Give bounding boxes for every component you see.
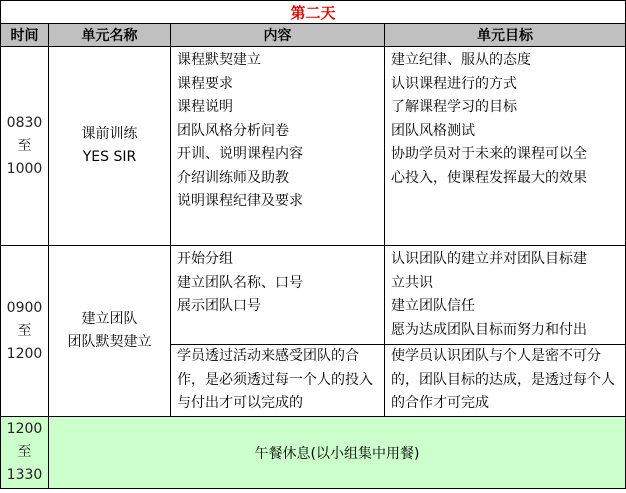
list-item: 课程说明 [177, 99, 233, 115]
content-paragraph: 学员透过活动来感受团队的合作，是必须透过每一个人的投入与付出才可以完成的 [177, 348, 373, 411]
header-content: 内容 [171, 24, 385, 47]
lunch-break-text: 午餐休息(以小组集中用餐) [49, 417, 626, 489]
list-item: 介绍训练师及助教 [177, 169, 289, 186]
list-item: 了解课程学习的目标 [391, 99, 517, 115]
list-item: 开训、说明课程内容 [177, 146, 303, 162]
content-cell [171, 246, 385, 345]
unit-name-line: YES SIR [82, 149, 137, 165]
time-cell [1, 47, 49, 246]
time-end: 1330 [6, 467, 43, 483]
table-row [1, 417, 626, 489]
goal-cell [385, 345, 626, 417]
time-start: 0830 [6, 114, 43, 131]
list-item: 立共识 [391, 274, 433, 291]
list-item: 建立纪律、服从的态度 [391, 52, 531, 68]
time-to: 至 [17, 322, 32, 339]
list-item: 认识团队的建立并对团队目标建 [391, 251, 587, 267]
header-time: 时间 [1, 24, 49, 47]
header-unit: 单元名称 [49, 24, 171, 47]
content-cell [171, 47, 385, 246]
time-start: 0900 [6, 299, 43, 316]
header-goal: 单元目标 [385, 24, 626, 47]
list-item: 开始分组 [177, 251, 233, 267]
list-item: 建立团队信任 [391, 298, 475, 314]
list-item: 团队风格测试 [391, 122, 475, 139]
unit-name-line: 课前训练 [81, 126, 138, 142]
list-item: 愿为达成团队目标而努力和付出 [391, 321, 587, 338]
time-cell [1, 246, 49, 417]
unit-cell [49, 47, 171, 246]
goal-cell [385, 246, 626, 345]
list-item: 课程默契建立 [177, 52, 261, 68]
list-item: 团队风格分析问卷 [177, 122, 289, 139]
time-to: 至 [17, 137, 32, 154]
list-item: 认识课程进行的方式 [391, 75, 517, 92]
content-cell [171, 345, 385, 417]
table-row [1, 47, 626, 246]
unit-cell [49, 246, 171, 417]
list-item: 课程要求 [177, 75, 233, 92]
list-item: 展示团队口号 [177, 298, 261, 314]
goal-paragraph: 使学员认识团队与个人是密不可分的，团队目标的达成，是透过每个人的合作才可完成 [391, 348, 615, 411]
time-end: 1000 [6, 160, 43, 177]
goal-cell [385, 47, 626, 246]
list-item: 心投入，使课程发挥最大的效果 [391, 169, 587, 186]
time-cell [1, 417, 49, 489]
time-start: 1200 [6, 421, 43, 437]
time-to: 至 [17, 444, 32, 460]
unit-name-line: 团队默契建立 [67, 334, 152, 350]
time-end: 1200 [6, 345, 43, 362]
list-item: 建立团队名称、口号 [177, 274, 303, 291]
list-item: 说明课程纪律及要求 [177, 193, 303, 209]
unit-name-line: 建立团队 [81, 311, 138, 327]
list-item: 协助学员对于未来的课程可以全 [391, 146, 587, 162]
day-title: 第二天 [1, 1, 626, 24]
table-row [1, 246, 626, 345]
